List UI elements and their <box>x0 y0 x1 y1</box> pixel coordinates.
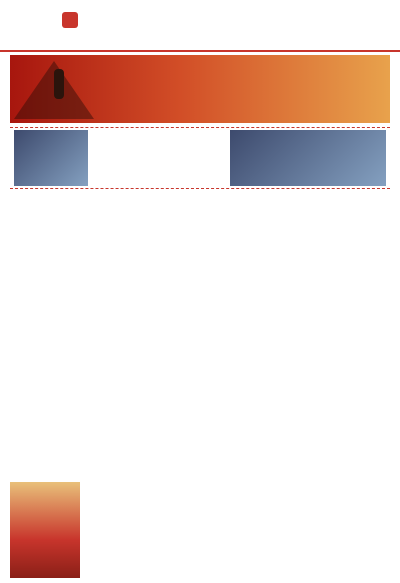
climber-silhouette <box>54 69 64 99</box>
hero-banner <box>10 55 390 123</box>
feature-photo-right <box>230 130 386 186</box>
masthead <box>0 0 400 52</box>
worker-photo <box>10 482 80 578</box>
feature-photo-left <box>14 130 88 186</box>
company-logo-icon <box>62 12 78 28</box>
